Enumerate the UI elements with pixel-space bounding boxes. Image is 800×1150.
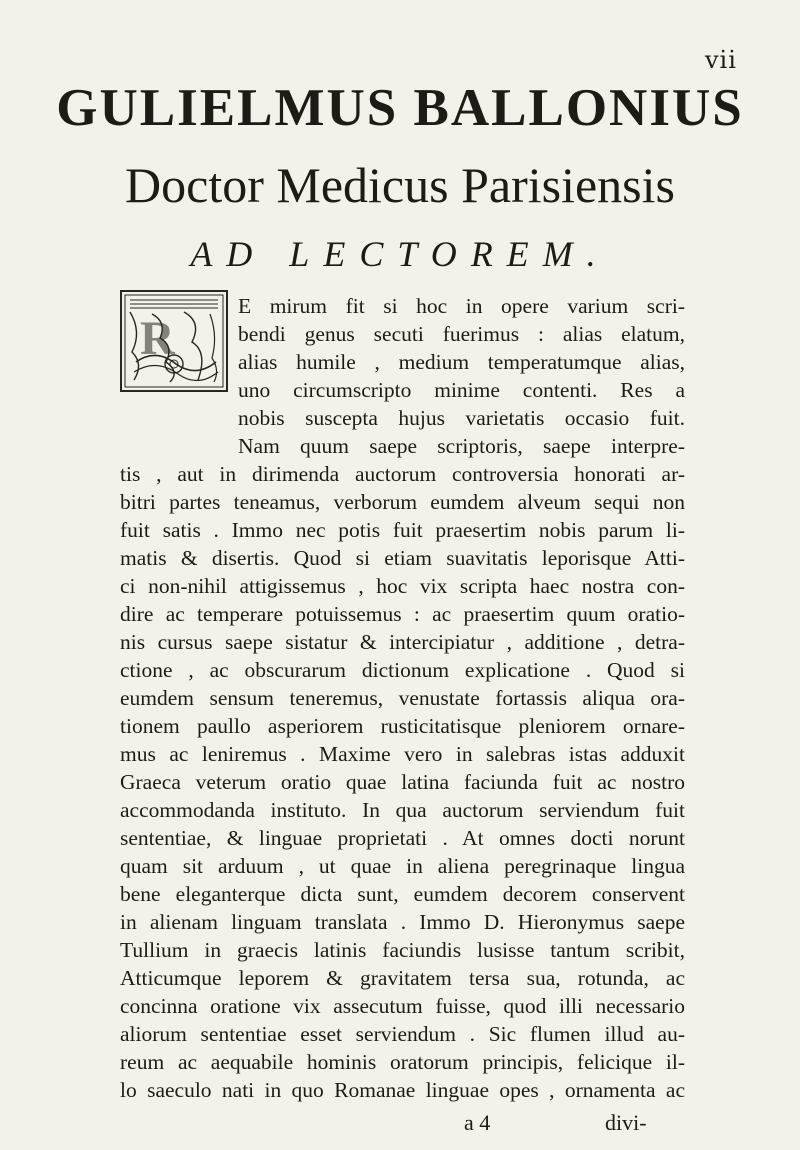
decorated-initial-letter	[120, 290, 228, 392]
body-line: ci non-nihil attigissemus , hoc vix scripta haec nostra con-	[120, 574, 685, 598]
body-line: Tullium in graecis latinis faciundis lusisse tantum scribit,	[120, 938, 685, 962]
body-line: lo saeculo nati in quo Romanae linguae opes , ornamenta ac	[120, 1078, 685, 1102]
body-line: E mirum fit si hoc in opere varium scri-	[238, 294, 685, 318]
body-line: Graeca veterum oratio quae latina faciunda fuit ac nostro	[120, 770, 685, 794]
dedication-heading: AD LECTOREM.	[190, 234, 610, 274]
body-line: alias humile , medium temperatumque alias,	[238, 350, 685, 374]
body-line: nis cursus saepe sistatur & intercipiatur , additione , detra-	[120, 630, 685, 654]
body-line: tionem paullo asperiorem rusticitatisque pleniorem ornare-	[120, 714, 685, 738]
page-number: vii	[705, 46, 737, 74]
subtitle-heading: Doctor Medicus Parisiensis	[125, 157, 675, 213]
body-line: quam sit arduum , ut quae in aliena peregrinaque lingua	[120, 854, 685, 878]
body-line: dire ac temperare potuissemus : ac praesertim quum oratio-	[120, 602, 685, 626]
body-line: tis , aut in dirimenda auctorum controversia honorati ar-	[120, 462, 685, 486]
body-line: bitri partes teneamus, verborum eumdem alveum sequi non	[120, 490, 685, 514]
body-line: Nam quum saepe scriptoris, saepe interpre-	[238, 434, 685, 458]
body-line: bene eleganterque dicta sunt, eumdem decorem conservent	[120, 882, 685, 906]
body-line: accommodanda instituto. In qua auctorum serviendum fuit	[120, 798, 685, 822]
body-line: matis & disertis. Quod si etiam suavitatis leporisque Atti-	[120, 546, 685, 570]
body-line: sententiae, & linguae proprietati . At omnes docti norunt	[120, 826, 685, 850]
body-line: aliorum sententiae esset serviendum . Sic flumen illud au-	[120, 1022, 685, 1046]
signature-mark: a 4	[464, 1110, 491, 1135]
body-line: in alienam linguam translata . Immo D. Hieronymus saepe	[120, 910, 685, 934]
body-line: ctione , ac obscurarum dictionum explicatione . Quod si	[120, 658, 685, 682]
body-line: uno circumscripto minime contenti. Res a	[238, 378, 685, 402]
body-line: reum ac aequabile hominis oratorum principis, felicique il-	[120, 1050, 685, 1074]
body-line: mus ac leniremus . Maxime vero in salebras istas adduxit	[120, 742, 685, 766]
body-line: eumdem sensum teneremus, venustate fortassis aliqua ora-	[120, 686, 685, 710]
body-line: concinna oratione vix assecutum fuisse, quod illi necessario	[120, 994, 685, 1018]
body-line: fuit satis . Immo nec potis fuit praesertim nobis parum li-	[120, 518, 685, 542]
initial-letter-r: R	[140, 312, 175, 365]
body-line: Atticumque leporem & gravitatem tersa sua, rotunda, ac	[120, 966, 685, 990]
author-heading: GULIELMUS BALLONIUS	[56, 79, 744, 137]
body-line: nobis suscepta hujus varietatis occasio fuit.	[238, 406, 685, 430]
catchword: divi-	[605, 1110, 647, 1135]
body-line: bendi genus secuti fuerimus : alias elatum,	[238, 322, 685, 346]
